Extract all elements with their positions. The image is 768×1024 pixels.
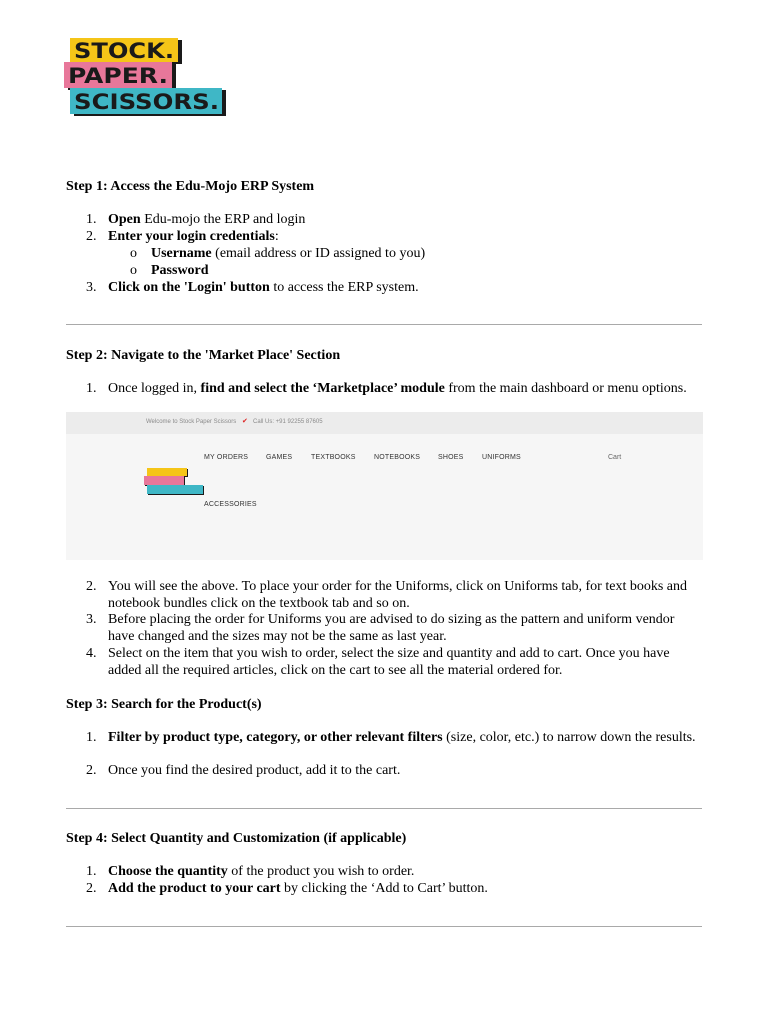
screenshot-welcome-text: Welcome to Stock Paper Scissors xyxy=(146,419,237,425)
step-3-heading: Step 3: Search for the Product(s) xyxy=(66,697,262,712)
nav-notebooks[interactable]: NOTEBOOKS xyxy=(374,454,421,461)
svg-text:STOCK.: STOCK. xyxy=(74,39,174,63)
screenshot-logo xyxy=(144,468,206,496)
step-1-heading: Step 1: Access the Edu-Mojo ERP System xyxy=(66,179,315,194)
step-4-heading: Step 4: Select Quantity and Customization (if applicable) xyxy=(66,831,407,846)
screenshot-call-text: Call Us: +91 92255 87605 xyxy=(253,419,323,425)
nav-shoes[interactable]: SHOES xyxy=(438,454,464,461)
nav-uniforms[interactable]: UNIFORMS xyxy=(482,454,521,461)
step-2-heading: Step 2: Navigate to the 'Market Place' Section xyxy=(66,348,341,363)
section-divider xyxy=(66,324,702,325)
svg-text:PAPER.: PAPER. xyxy=(68,64,168,88)
svg-text:SCISSORS.: SCISSORS. xyxy=(74,90,219,114)
nav-cart[interactable]: Cart xyxy=(608,454,622,461)
stock-paper-scissors-logo xyxy=(64,38,229,118)
nav-textbooks[interactable]: TEXTBOOKS xyxy=(311,454,356,461)
phone-icon: ✔ xyxy=(242,418,248,425)
nav-games[interactable]: GAMES xyxy=(266,454,293,461)
marketplace-screenshot xyxy=(66,412,703,560)
section-divider xyxy=(66,926,702,927)
section-divider xyxy=(66,808,702,809)
nav-accessories[interactable]: ACCESSORIES xyxy=(204,501,257,508)
nav-my-orders[interactable]: MY ORDERS xyxy=(204,454,249,461)
